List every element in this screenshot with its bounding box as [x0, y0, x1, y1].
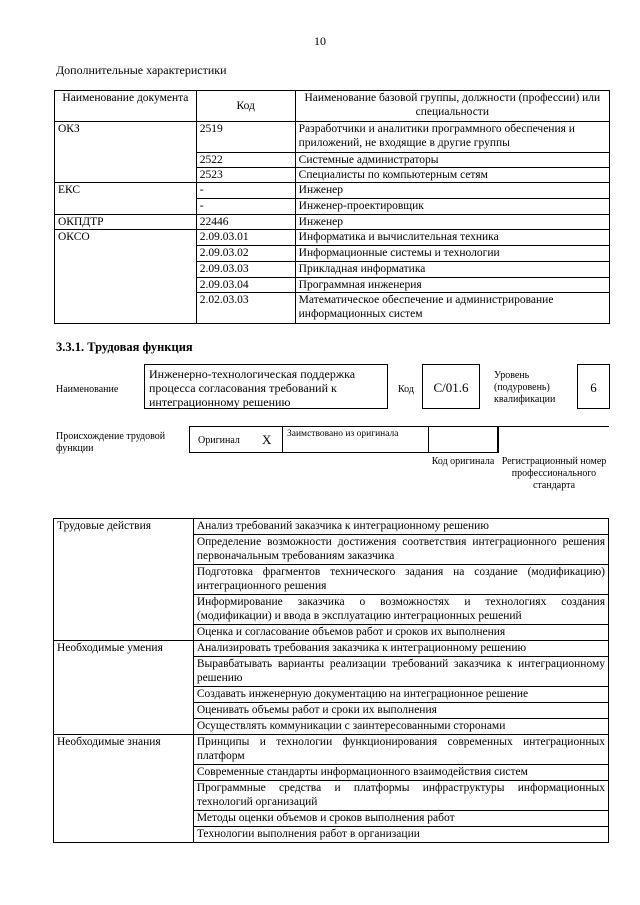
page-number: 10 — [314, 34, 326, 48]
function-code: С/01.6 — [422, 364, 480, 409]
level-label: Уровень (подуровень) квалификации — [494, 370, 556, 405]
function-content-table — [53, 518, 609, 843]
doc-cell: ОКСО — [55, 230, 197, 324]
item-cell: Оценивать объемы работ и сроки их выполнения — [193, 703, 608, 719]
code-label: Код — [398, 384, 414, 395]
doc-cell: ЕКС — [55, 183, 197, 215]
code-cell: 2519 — [196, 122, 295, 153]
item-cell: Создавать инженерную документацию на интеграционное решение — [193, 687, 608, 703]
origin-row — [189, 426, 499, 453]
name-label: Наименование — [56, 384, 119, 395]
doc-cell: ОКПДТР — [55, 215, 197, 230]
group-label: Трудовые действия — [54, 519, 194, 641]
item-cell: Анализировать требования заказчика к интеграционному решению — [193, 641, 608, 657]
name-cell: Системные администраторы — [295, 153, 609, 168]
reg-caption: Регистрационный номер профессионального стандарта — [501, 456, 607, 491]
reg-number-box — [499, 426, 609, 453]
name-cell: Математическое обеспечение и администрирование информационных систем — [295, 293, 609, 324]
item-cell: Принципы и технологии функционирования современных интеграционных платформ — [193, 735, 608, 765]
name-cell: Информатика и вычислительная техника — [295, 230, 609, 246]
borrowed-label: Заимствовано из оригинала — [287, 429, 399, 439]
header-code: Код — [196, 91, 295, 122]
original-mark: X — [262, 432, 272, 447]
header-doc: Наименование документа — [55, 91, 197, 122]
code-cell: 2.09.03.02 — [196, 246, 295, 262]
item-cell: Технологии выполнения работ в организации — [193, 827, 608, 843]
item-cell: Осуществлять коммуникации с заинтересованными сторонами — [193, 719, 608, 735]
classification-table — [54, 90, 610, 324]
doc-cell: ОКЗ — [55, 122, 197, 183]
original-label: Оригинал — [198, 435, 240, 446]
code-cell: 2523 — [196, 168, 295, 183]
name-cell: Инженер-проектировщик — [295, 199, 609, 215]
item-cell: Современные стандарты информационного взаимодействия систем — [193, 765, 608, 781]
function-title: 3.3.1. Трудовая функция — [56, 340, 193, 354]
divider — [282, 427, 283, 452]
code-cell: - — [196, 183, 295, 199]
group-label: Необходимые знания — [54, 735, 194, 843]
divider — [428, 427, 429, 452]
name-cell: Инженер — [295, 215, 609, 230]
item-cell: Информирование заказчика о возможностях и технологиях создания (модификации) и ввода в эксплуатацию интеграционных решений — [193, 595, 608, 625]
level-value: 6 — [577, 364, 610, 409]
item-cell: Подготовка фрагментов технического задания на создание (модификацию) интеграционного решения — [193, 565, 608, 595]
code-cell: 2522 — [196, 153, 295, 168]
code-cell: 22446 — [196, 215, 295, 230]
name-cell: Прикладная информатика — [295, 262, 609, 278]
name-cell: Программная инженерия — [295, 278, 609, 293]
header-name: Наименование базовой группы, должности (профессии) или специальности — [295, 91, 609, 122]
origin-label: Происхождение трудовой функции — [56, 431, 166, 454]
code-caption: Код оригинала — [431, 456, 495, 467]
item-cell: Методы оценки объемов и сроков выполнения работ — [193, 811, 608, 827]
code-cell: 2.09.03.01 — [196, 230, 295, 246]
item-cell: Анализ требований заказчика к интеграционному решению — [193, 519, 608, 535]
name-cell: Инженер — [295, 183, 609, 199]
name-cell: Информационные системы и технологии — [295, 246, 609, 262]
name-cell: Специалисты по компьютерным сетям — [295, 168, 609, 183]
code-cell: 2.09.03.04 — [196, 278, 295, 293]
item-cell: Выравбатывать варианты реализации требований заказчика к интеграционному решению — [193, 657, 608, 687]
group-label: Необходимые умения — [54, 641, 194, 735]
item-cell: Оценка и согласование объемов работ и сроков их выполнения — [193, 625, 608, 641]
code-cell: - — [196, 199, 295, 215]
item-cell: Программные средства и платформы инфраструктуры информационных технологий организаций — [193, 781, 608, 811]
name-cell: Разработчики и аналитики программного обеспечения и приложений, не входящие в другие группы — [295, 122, 609, 153]
function-name: Инженерно-технологическая поддержка процесса согласования требований к интеграционному решению — [144, 364, 388, 409]
divider — [497, 427, 498, 452]
section-title: Дополнительные характеристики — [56, 63, 227, 77]
item-cell: Определение возможности достижения соответствия интеграционного решения первоначальным требованиям заказчика — [193, 535, 608, 565]
code-cell: 2.02.03.03 — [196, 293, 295, 324]
code-cell: 2.09.03.03 — [196, 262, 295, 278]
